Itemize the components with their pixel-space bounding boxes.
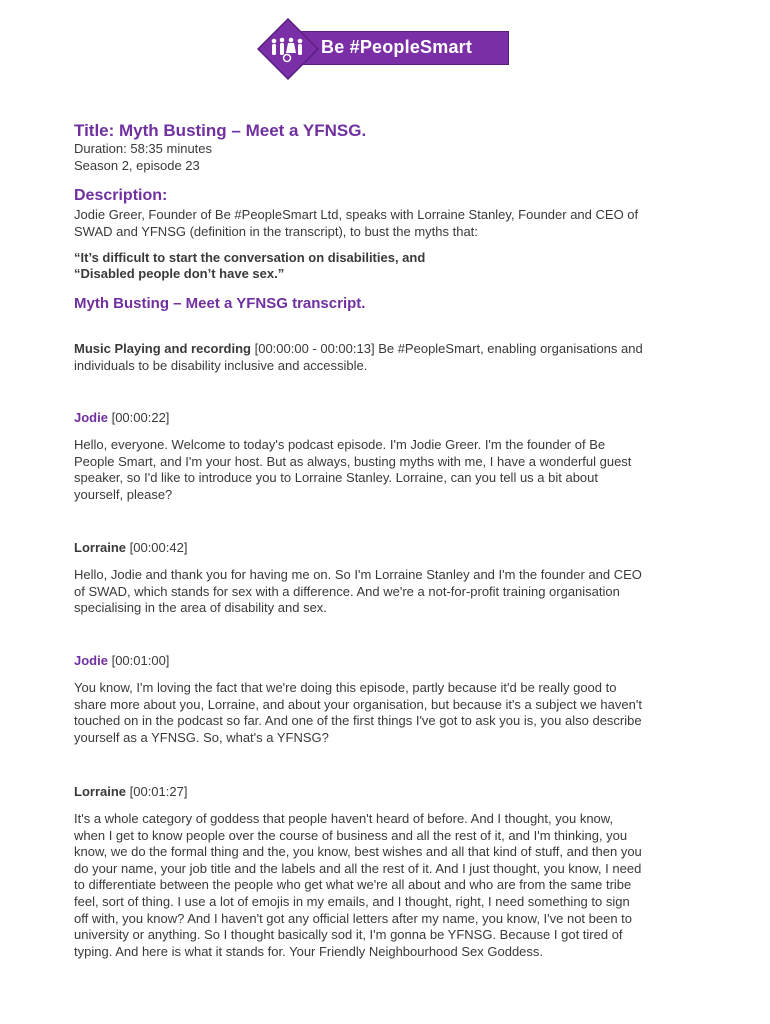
description-text (74, 207, 699, 240)
myth-quote: “It’s difficult to start the conversation on disabilities, and (74, 250, 426, 265)
music-text: individuals to be disability inclusive and accessible. (74, 357, 368, 373)
timestamp: [00:00:22] (107, 410, 170, 425)
speaker-label: Music Playing and recording (74, 341, 251, 356)
transcript-line: university or anything. So I thought basically sod it, I'm gonna be YFNSG. Because I got tired of (74, 927, 623, 943)
speaker-line (74, 540, 187, 555)
speaker-label: Jodie (74, 410, 108, 425)
transcript-line: of SWAD, which stands for sex with a difference. And we're a not-for-profit training organisation (74, 583, 620, 599)
music-intro (74, 341, 699, 374)
brand-logo (257, 18, 511, 80)
speaker-label: Jodie (74, 653, 108, 668)
transcript-heading: Myth Busting – Meet a YFNSG transcript. (74, 295, 366, 312)
transcript-line: share more about you, Lorraine, and about your organisation, but because it's a subject we haven't (74, 696, 642, 712)
transcript-line: yourself as a YFNSG. So, what's a YFNSG? (74, 729, 329, 745)
transcript-line: off with, you know? And I haven't got any official letters after my name, you know, I've not been to (74, 910, 633, 926)
episode-duration: Duration: 58:35 minutes (74, 141, 213, 156)
transcript-paragraph (74, 567, 699, 617)
transcript-line: feel, sort of thing. I use a lot of emojis in my emails, and I thought, right, I need something to sign (74, 893, 630, 909)
transcript-paragraph (74, 437, 699, 503)
transcript-paragraph (74, 680, 699, 746)
transcript-paragraph (74, 811, 699, 960)
myth-quote: “Disabled people don’t have sex.” (74, 266, 285, 281)
people-group-icon (257, 18, 319, 80)
speaker-line (74, 410, 169, 425)
description-heading: Description: (74, 187, 168, 204)
transcript-line: People Smart, and I'm your host. But as always, busting myths with me, I have a wonderful guest (74, 453, 632, 469)
timestamp: [00:01:00] (107, 653, 170, 668)
transcript-line: It's a whole category of goddess that people haven't heard of before. And I thought, you know, (74, 811, 614, 826)
transcript-line: when I get to know people over the course of business and all the rest of it, and I'm thinking, you (74, 827, 628, 843)
description-line: Jodie Greer, Founder of Be #PeopleSmart Ltd, speaks with Lorraine Stanley, Founder and CEO of (74, 207, 639, 222)
transcript-line: specialising in the area of disability and sex. (74, 600, 327, 616)
transcript-line: typing. And here is what it stands for. Your Friendly Neighbourhood Sex Goddess. (74, 943, 544, 959)
transcript-line: touched on in the podcast so far. And one of the first things I've got to ask you is, you also describe (74, 713, 642, 729)
logo-text: Be #PeopleSmart (321, 37, 473, 57)
transcript-line: You know, I'm loving the fact that we're doing this episode, partly because it'd be really good to (74, 680, 617, 695)
timestamp: [00:00:42] (126, 540, 188, 555)
speaker-line (74, 784, 187, 799)
transcript-line: do your name, your job title and the labels and all the rest of it. And I just thought, you know, I need (74, 860, 642, 876)
transcript-line: know, we do the formal thing and the, you know, best wishes and all that kind of stuff, and then you (74, 844, 642, 860)
timestamp: [00:01:27] (126, 784, 188, 799)
description-line: SWAD and YFNSG (definition in the transcript), to bust the myths that: (74, 223, 478, 239)
music-text: [00:00:00 - 00:00:13] Be #PeopleSmart, enabling organisations and (250, 341, 643, 356)
transcript-line: to differentiate between the people who get what we're all about and who are from the same tribe (74, 877, 632, 893)
transcript-line: speaker, so I'd like to introduce you to Lorraine Stanley. Lorraine, can you tell us a bit about (74, 470, 598, 486)
speaker-label: Lorraine (74, 784, 127, 799)
speaker-label: Lorraine (74, 540, 127, 555)
episode-title: Title: Myth Busting – Meet a YFNSG. (74, 121, 367, 140)
transcript-line: Hello, everyone. Welcome to today's podcast episode. I'm Jodie Greer. I'm the founder of Be (74, 437, 606, 452)
episode-season: Season 2, episode 23 (74, 158, 200, 173)
transcript-line: yourself, please? (74, 486, 173, 502)
speaker-line (74, 653, 169, 668)
transcript-line: Hello, Jodie and thank you for having me on. So I'm Lorraine Stanley and I'm the founder and CEO (74, 567, 642, 582)
